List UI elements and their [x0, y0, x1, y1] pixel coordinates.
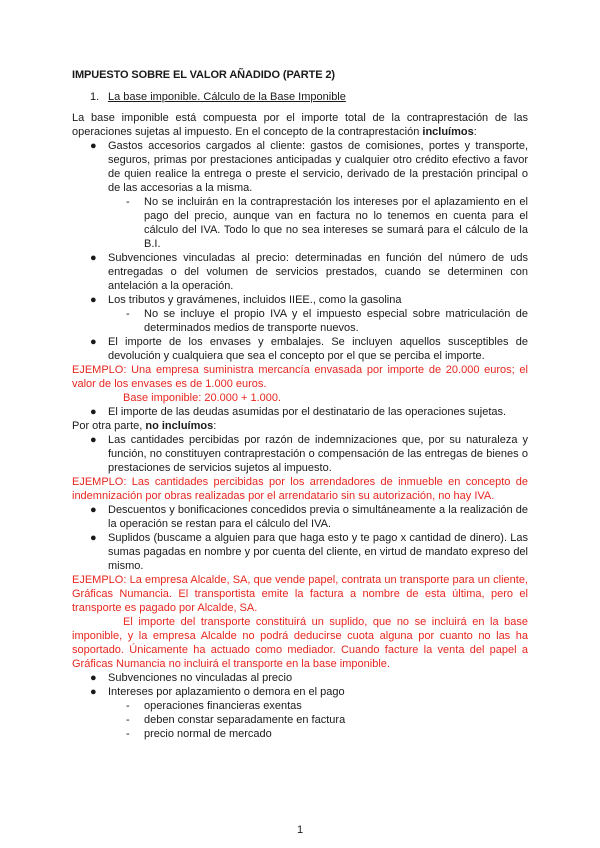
section-title: La base imponible. Cálculo de la Base Imponible: [108, 91, 346, 103]
bullet-icon: ●: [90, 294, 97, 306]
bullet-icon: ●: [90, 672, 97, 684]
example-3-p2: El importe del transporte constituirá un suplido, que no se incluirá en la base imponible, y la empresa Alcalde no podrá deducirse cuota alguna por cuanto no las ha soportado. Únicamente ha actuado como mediador. Cuando facture la venta del papel a Gráficas Numancia no incluirá el transporte en la base imponible.: [72, 616, 528, 670]
list-item: ● El importe de los envases y embalajes. Se incluyen aquellos susceptibles de devolución y cualquiera que sea el concepto por el que se perciba el importe.: [90, 336, 528, 362]
list-item: ● Descuentos y bonificaciones concedidos previa o simultáneamente a la realización de la operación se restan para el cálculo del IVA.: [90, 504, 528, 530]
other-paragraph: Por otra parte, no incluímos:: [72, 420, 217, 432]
section-heading: [90, 90, 528, 104]
document-title: IMPUESTO SOBRE EL VALOR AÑADIDO (PARTE 2): [72, 69, 335, 81]
sub-list-item: - No se incluye el propio IVA y el impuesto especial sobre matriculación de determinados medios de transporte nuevos.: [126, 308, 528, 334]
excluded-list-2: [72, 503, 528, 573]
list-item: ● El importe de las deudas asumidas por el destinatario de las operaciones sujetas.: [90, 406, 507, 418]
bullet-icon: ●: [90, 336, 97, 348]
bullet-icon: ●: [90, 686, 97, 698]
sub-list-item: - No se incluirán en la contraprestación los intereses por el aplazamiento en el pago del precio, aunque van en factura no lo tenemos en cuenta para el cálculo del IVA. Todo lo que no sea intereses se sumará para el cálculo de la B.I.: [126, 196, 528, 250]
bullet-icon: ●: [90, 434, 97, 446]
intro-bold: incluímos: [422, 126, 474, 138]
list-item: ● Gastos accesorios cargados al cliente: gastos de comisiones, portes y transporte, seguros, primas por prestaciones anticipadas y cualquier otro crédito efectivo a favor de quien realice la entrega o preste el servicio, derivado de la prestación principal o de las accesorias a la misma. - No se incluirán en la contraprestación los intereses por el aplazamiento en el pago del precio, aunque van en factura no lo tenemos en cuenta para el cálculo del IVA. Todo lo que no sea intereses se sumará para el cálculo de la B.I.: [90, 140, 528, 250]
bullet-icon: ●: [90, 252, 97, 264]
sub-list-item: - precio normal de mercado: [126, 728, 272, 740]
bullet-icon: ●: [90, 406, 97, 418]
list-item: ● Intereses por aplazamiento o demora en el pago - operaciones financieras exentas - deben constar separadamente en factura - precio normal de mercado: [72, 685, 528, 741]
bullet-icon: ●: [90, 504, 97, 516]
interest-sub-list: [108, 699, 528, 741]
page-number: 1: [296, 824, 304, 836]
intro-paragraph: La base imponible está compuesta por el importe total de la contraprestación de las operaciones sujetas al impuesto. En el concepto de la contraprestación incluímos:: [72, 112, 528, 138]
excluded-list-1: [72, 433, 528, 475]
included-list: [72, 139, 528, 363]
example-3-p1: EJEMPLO: La empresa Alcalde, SA, que vende papel, contrata un transporte para un cliente, Gráficas Numancia. El transportista emite la factura a nombre de esta última, pero el transporte es pagado por Alcalde, SA.: [72, 574, 528, 614]
list-item: ● Los tributos y gravámenes, incluidos IIEE., como la gasolina - No se incluye el propio IVA y el impuesto especial sobre matriculación de determinados medios de transporte nuevos.: [90, 294, 528, 334]
list-item: ● Las cantidades percibidas por razón de indemnizaciones que, por su naturaleza y función, no constituyen contraprestación o compensación de las entregas de bienes o prestaciones de servicios sujetos al impuesto.: [90, 434, 528, 474]
bullet-icon: ●: [90, 140, 97, 152]
sub-list: [108, 307, 528, 335]
included-list-end: [72, 405, 528, 419]
document-page: [72, 68, 528, 741]
bullet-icon: ●: [90, 532, 97, 544]
list-item: ● Subvenciones no vinculadas al precio: [90, 672, 293, 684]
example-1-calc: Base imponible: 20.000 + 1.000.: [123, 392, 282, 404]
excluded-list-3: [72, 671, 528, 741]
example-2: EJEMPLO: Las cantidades percibidas por los arrendadores de inmueble en concepto de indemnización por obras realizadas por el arrendatario sin su autorización, no hay IVA.: [72, 476, 528, 502]
section-number: 1.: [90, 91, 100, 103]
other-bold: no incluímos: [145, 420, 214, 432]
sub-list-item: - deben constar separadamente en factura: [126, 714, 346, 726]
list-item: ● Subvenciones vinculadas al precio: determinadas en función del número de uds entregadas o del volumen de servicios prestados, cuando se determinen con antelación a la operación.: [90, 252, 528, 292]
example-1: EJEMPLO: Una empresa suministra mercancía envasada por importe de 20.000 euros; el valor de los envases es de 1.000 euros.: [72, 364, 528, 390]
sub-list: [108, 195, 528, 251]
list-item: ● Suplidos (buscame a alguien para que haga esto y te pago x cantidad de dinero). Las sumas pagadas en nombre y por cuenta del cliente, en virtud de mandato expreso del mismo.: [90, 532, 528, 572]
sub-list-item: - operaciones financieras exentas: [126, 700, 302, 712]
